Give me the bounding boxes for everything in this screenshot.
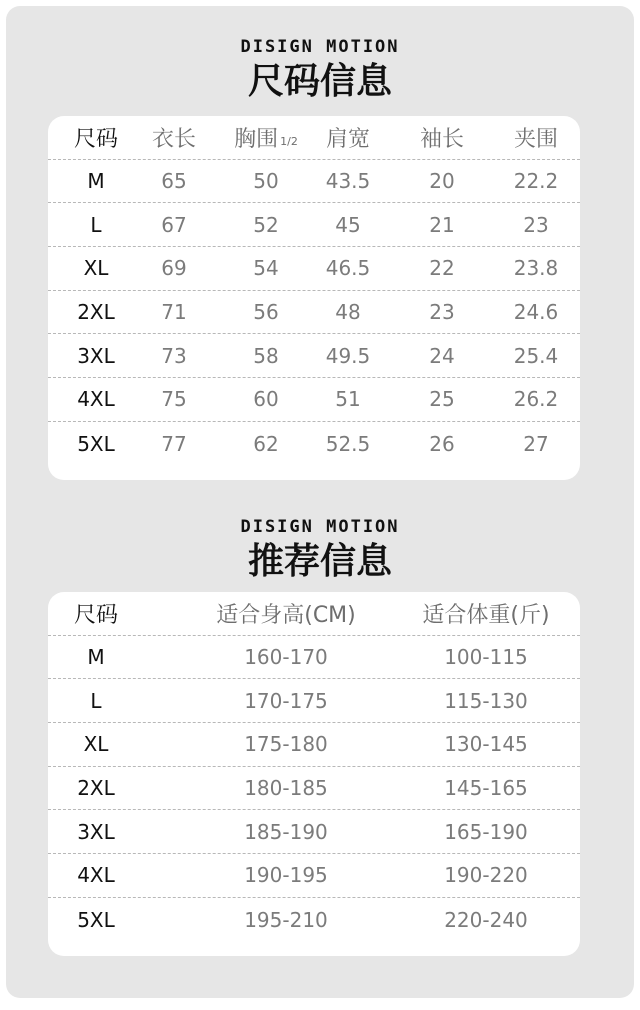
cell-length: 77	[161, 431, 187, 456]
header-chest-label: 胸围	[234, 126, 279, 152]
cell-length: 69	[161, 256, 187, 281]
cell-chest: 50	[253, 169, 279, 194]
cell-weight: 220-240	[444, 907, 528, 932]
cell-weight: 145-165	[444, 776, 528, 801]
size-section-header	[6, 36, 634, 104]
header-sleeve: 袖长	[419, 126, 464, 152]
brand-text: DISIGN MOTION	[240, 517, 400, 537]
section-title: 尺码信息	[247, 61, 392, 102]
table-row	[48, 854, 580, 898]
cell-shoulder: 49.5	[325, 343, 371, 368]
cell-shoulder: 51	[335, 387, 361, 412]
cell-sleeve: 23	[429, 300, 455, 325]
table-row	[48, 291, 580, 335]
cell-size: 4XL	[77, 387, 115, 412]
cell-size: 5XL	[77, 431, 115, 456]
cell-size: XL	[83, 732, 109, 757]
cell-size: 2XL	[77, 776, 115, 801]
cell-chest: 56	[253, 300, 279, 325]
cell-chest: 58	[253, 343, 279, 368]
header-weight: 适合体重(斤)	[422, 602, 550, 628]
cell-height: 175-180	[244, 732, 328, 757]
table-row	[48, 422, 580, 466]
cell-chest: 60	[253, 387, 279, 412]
cell-size: 3XL	[77, 343, 115, 368]
cell-sleeve: 26	[429, 431, 455, 456]
table-row	[48, 767, 580, 811]
cell-armhole: 22.2	[513, 169, 559, 194]
cell-height: 195-210	[244, 907, 328, 932]
header-height: 适合身高(CM)	[216, 602, 356, 628]
cell-shoulder: 48	[335, 300, 361, 325]
cell-armhole: 25.4	[513, 343, 559, 368]
cell-length: 67	[161, 212, 187, 237]
cell-weight: 130-145	[444, 732, 528, 757]
cell-size: XL	[83, 256, 109, 281]
header-length: 衣长	[151, 126, 196, 152]
cell-shoulder: 46.5	[325, 256, 371, 281]
table-row	[48, 898, 580, 942]
header-chest	[224, 116, 308, 159]
cell-height: 180-185	[244, 776, 328, 801]
cell-chest: 52	[253, 212, 279, 237]
header-size: 尺码	[73, 126, 118, 152]
cell-length: 71	[161, 300, 187, 325]
header-armhole: 夹围	[513, 126, 558, 152]
table-header-row	[48, 592, 580, 636]
cell-size: L	[90, 688, 102, 713]
table-row	[48, 247, 580, 291]
cell-length: 75	[161, 387, 187, 412]
cell-weight: 100-115	[444, 645, 528, 670]
cell-height: 185-190	[244, 819, 328, 844]
cell-length: 73	[161, 343, 187, 368]
cell-weight: 190-220	[444, 863, 528, 888]
cell-weight: 115-130	[444, 688, 528, 713]
table-row	[48, 203, 580, 247]
size-chart-page	[6, 6, 634, 998]
cell-armhole: 23.8	[513, 256, 559, 281]
cell-sleeve: 24	[429, 343, 455, 368]
section-title: 推荐信息	[247, 541, 392, 582]
cell-armhole: 23	[523, 212, 549, 237]
cell-shoulder: 45	[335, 212, 361, 237]
header-shoulder: 肩宽	[325, 126, 370, 152]
header-size: 尺码	[73, 602, 118, 628]
cell-sleeve: 22	[429, 256, 455, 281]
cell-height: 160-170	[244, 645, 328, 670]
table-row	[48, 378, 580, 422]
table-row	[48, 679, 580, 723]
header-chest-sub: 1/2	[280, 134, 298, 148]
cell-size: 3XL	[77, 819, 115, 844]
cell-shoulder: 43.5	[325, 169, 371, 194]
cell-size: L	[90, 212, 102, 237]
cell-size: M	[87, 169, 105, 194]
cell-armhole: 24.6	[513, 300, 559, 325]
cell-size: 4XL	[77, 863, 115, 888]
cell-armhole: 26.2	[513, 387, 559, 412]
recommend-section-header	[6, 516, 634, 584]
table-row	[48, 160, 580, 204]
cell-size: M	[87, 645, 105, 670]
cell-shoulder: 52.5	[325, 431, 371, 456]
cell-sleeve: 21	[429, 212, 455, 237]
cell-weight: 165-190	[444, 819, 528, 844]
table-row	[48, 810, 580, 854]
cell-sleeve: 25	[429, 387, 455, 412]
cell-armhole: 27	[523, 431, 549, 456]
cell-size: 2XL	[77, 300, 115, 325]
cell-height: 190-195	[244, 863, 328, 888]
table-header-row	[48, 116, 580, 160]
cell-size: 5XL	[77, 907, 115, 932]
cell-chest: 54	[253, 256, 279, 281]
cell-length: 65	[161, 169, 187, 194]
table-row	[48, 334, 580, 378]
size-table	[48, 116, 580, 480]
table-row	[48, 636, 580, 680]
cell-height: 170-175	[244, 688, 328, 713]
brand-text: DISIGN MOTION	[240, 37, 400, 57]
cell-chest: 62	[253, 431, 279, 456]
cell-sleeve: 20	[429, 169, 455, 194]
recommend-table	[48, 592, 580, 956]
table-row	[48, 723, 580, 767]
